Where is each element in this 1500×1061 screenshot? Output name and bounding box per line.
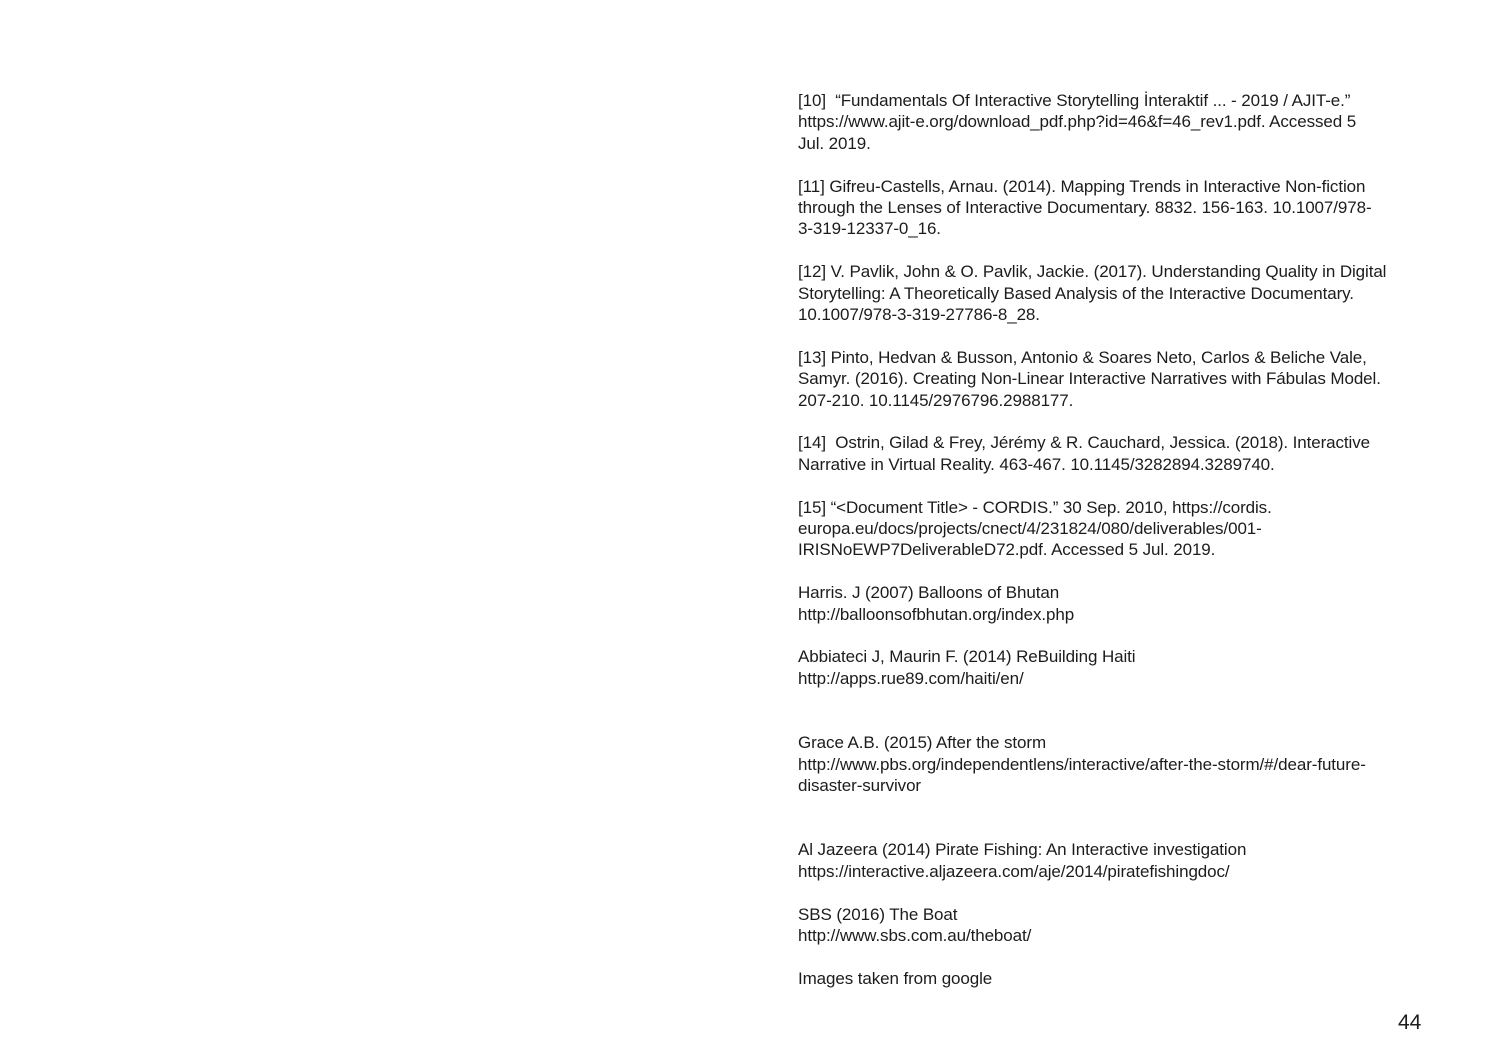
text-line: http://www.sbs.com.au/theboat/ [798, 926, 1032, 946]
reference-entry-12 [798, 261, 1448, 325]
text-line: IRISNoEWP7DeliverableD72.pdf. Accessed 5 Jul. 2019. [798, 540, 1216, 560]
text-line: [15] “<Document Title> - CORDIS.” 30 Sep. 2010, https://cordis. [798, 497, 1272, 517]
reference-entry-abbiateci [798, 646, 1448, 689]
reference-entry-sbs [798, 904, 1448, 947]
text-line: Al Jazeera (2014) Pirate Fishing: An Interactive investigation [798, 840, 1247, 860]
reference-entry-11 [798, 176, 1448, 240]
text-line: SBS (2016) The Boat [798, 904, 958, 924]
text-line: Images taken from google [798, 968, 993, 988]
text-line: 207-210. 10.1145/2976796.2988177. [798, 390, 1074, 410]
text-line: through the Lenses of Interactive Documentary. 8832. 156-163. 10.1007/978- [798, 198, 1372, 218]
reference-entry-harris [798, 582, 1448, 625]
text-line: Samyr. (2016). Creating Non-Linear Interactive Narratives with Fábulas Model. [798, 369, 1381, 389]
text-line: [11] Gifreu-Castells, Arnau. (2014). Mapping Trends in Interactive Non-fiction [798, 176, 1366, 196]
text-line: Harris. J (2007) Balloons of Bhutan [798, 583, 1060, 603]
reference-entry-14 [798, 432, 1448, 475]
text-line: europa.eu/docs/projects/cnect/4/231824/080/deliverables/001- [798, 519, 1262, 539]
reference-entry-aljazeera [798, 839, 1448, 882]
text-line: Grace A.B. (2015) After the storm [798, 733, 1047, 753]
text-line: disaster-survivor [798, 776, 921, 796]
text-line: [10] “Fundamentals Of Interactive Storytelling İnteraktif ... - 2019 / AJIT-e.” [798, 91, 1351, 110]
reference-entry-10 [798, 90, 1448, 154]
text-line: [14] Ostrin, Gilad & Frey, Jérémy & R. Cauchard, Jessica. (2018). Interactive [798, 433, 1370, 453]
reference-entry-15 [798, 497, 1448, 561]
text-line: [13] Pinto, Hedvan & Busson, Antonio & Soares Neto, Carlos & Beliche Vale, [798, 347, 1367, 367]
images-credit-note [798, 968, 1448, 989]
text-line: Storytelling: A Theoretically Based Analysis of the Interactive Documentary. [798, 283, 1354, 303]
reference-entry-13 [798, 347, 1448, 411]
text-line: Abbiateci J, Maurin F. (2014) ReBuilding Haiti [798, 647, 1136, 667]
text-line: http://balloonsofbhutan.org/index.php [798, 604, 1075, 624]
text-line: Jul. 2019. [798, 133, 871, 153]
text-line: 10.1007/978-3-319-27786-8_28. [798, 305, 1040, 325]
reference-entry-grace [798, 732, 1448, 796]
text-line: [12] V. Pavlik, John & O. Pavlik, Jackie. (2017). Understanding Quality in Digital [798, 262, 1387, 282]
text-line: 3-319-12337-0_16. [798, 219, 941, 239]
text-line: https://www.ajit-e.org/download_pdf.php?id=46&f=46_rev1.pdf. Accessed 5 [798, 112, 1357, 132]
page-number: 44 [1398, 1011, 1422, 1034]
text-line: http://www.pbs.org/independentlens/interactive/after-the-storm/#/dear-future- [798, 754, 1366, 774]
text-line: http://apps.rue89.com/haiti/en/ [798, 668, 1024, 688]
references-list [798, 90, 1448, 1011]
text-line: Narrative in Virtual Reality. 463-467. 10.1145/3282894.3289740. [798, 454, 1275, 474]
text-line: https://interactive.aljazeera.com/aje/2014/piratefishingdoc/ [798, 861, 1230, 881]
